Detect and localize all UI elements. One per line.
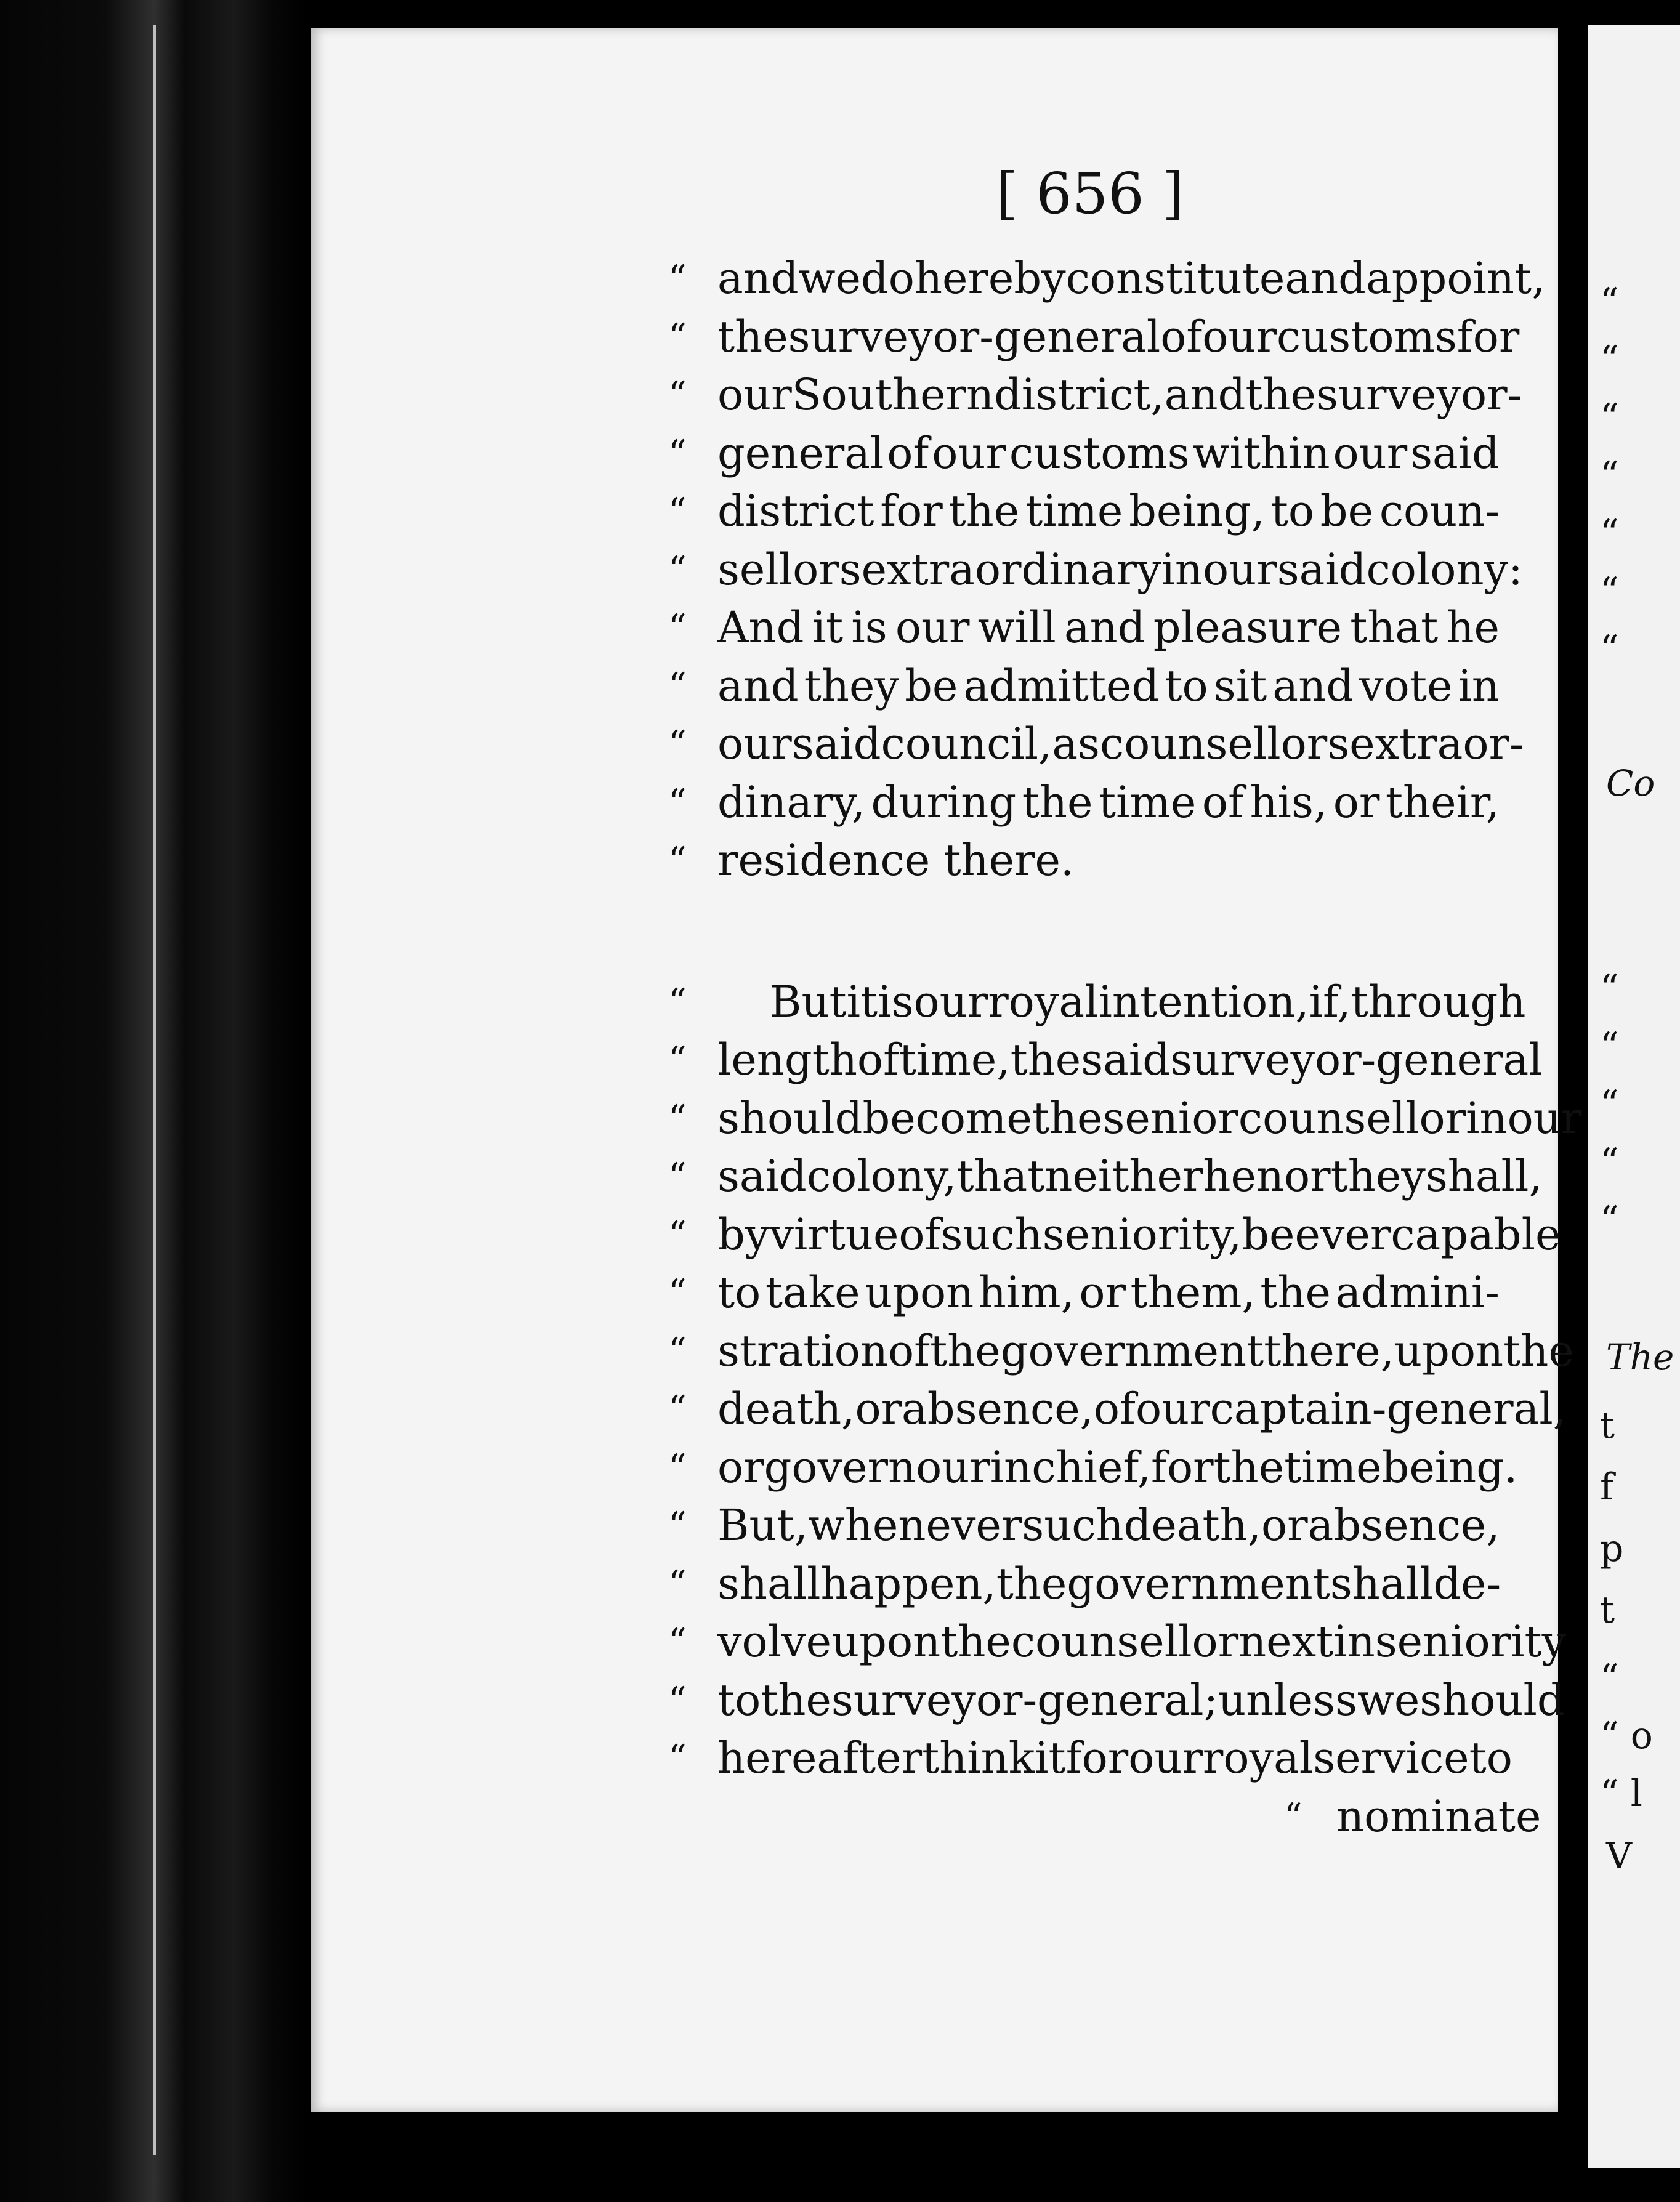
- facing-page-quote: “: [1600, 454, 1619, 497]
- line-text: residence there.: [717, 835, 1075, 885]
- line-text: district for the time being, to be coun-: [717, 486, 1500, 536]
- text-line: [668, 1555, 1500, 1613]
- facing-page-letter: t: [1600, 1404, 1615, 1447]
- line-text: by virtue of such seniority, be ever capable: [717, 1209, 1561, 1260]
- quote-mark: “: [668, 1097, 687, 1139]
- text-line: [668, 541, 1523, 599]
- quote-mark: “: [668, 607, 687, 648]
- facing-page-quote: “: [1600, 1025, 1619, 1068]
- text-line: [668, 1380, 1567, 1438]
- facing-page-letter: p: [1600, 1527, 1624, 1570]
- text-line: [668, 366, 1522, 424]
- quote-mark: “: [668, 1155, 687, 1197]
- quote-mark: “: [668, 1446, 687, 1488]
- line-text: the surveyor-general of our customs for: [717, 311, 1520, 362]
- book-binding-gutter: [0, 0, 308, 2202]
- paragraph-1: [668, 249, 1546, 890]
- quote-mark: “: [668, 490, 687, 532]
- facing-page-fragment: “ o: [1600, 1714, 1653, 1757]
- quote-mark: “: [668, 839, 687, 881]
- text-line: [668, 1264, 1500, 1322]
- gutter-page-edge: [153, 25, 156, 2155]
- facing-page-quote: “: [1600, 512, 1619, 555]
- facing-page-word-co: Co: [1606, 762, 1655, 804]
- quote-mark: “: [668, 548, 687, 591]
- text-line: [668, 1671, 1565, 1730]
- facing-page-quote: “: [1600, 1083, 1619, 1126]
- quote-mark: “: [668, 1039, 687, 1081]
- text-line: [668, 1031, 1543, 1089]
- line-text: death, or absence, of our captain-general,: [717, 1384, 1567, 1434]
- line-text: length of time, the said surveyor-general: [717, 1034, 1543, 1085]
- quote-mark: “: [668, 723, 687, 765]
- line-text: And it is our will and pleasure that he: [717, 602, 1500, 653]
- line-text: said colony, that neither he nor they shall,: [717, 1151, 1543, 1201]
- facing-page-quote: “: [1600, 396, 1619, 439]
- line-text: sellors extraordinary in our said colony:: [717, 544, 1523, 595]
- text-line: [668, 1438, 1518, 1497]
- line-text: But it is our royal intention, if, through: [770, 976, 1526, 1027]
- quote-mark: “: [668, 1679, 687, 1721]
- quote-mark: “: [668, 1621, 687, 1663]
- facing-page-quote: “: [1600, 338, 1619, 381]
- quote-mark: “: [668, 432, 687, 474]
- text-line: [668, 1206, 1561, 1264]
- page-number: [ 656 ]: [996, 161, 1184, 227]
- facing-page-fragment: “ l: [1600, 1772, 1642, 1815]
- facing-page-word-the: The: [1606, 1336, 1674, 1378]
- facing-page-quote: “: [1600, 627, 1619, 671]
- quote-mark: “: [668, 1504, 687, 1546]
- line-text: volve upon the counsellor next in seniority: [717, 1616, 1567, 1667]
- quote-mark: “: [1284, 1795, 1302, 1837]
- text-line: [668, 1729, 1512, 1788]
- text-line: [668, 482, 1500, 541]
- quote-mark: “: [668, 1213, 687, 1256]
- text-line: [668, 831, 1500, 890]
- quote-mark: “: [668, 664, 687, 707]
- quote-mark: “: [668, 980, 687, 1023]
- facing-page-quote: “: [1600, 967, 1619, 1010]
- main-text-block: [668, 249, 1582, 1845]
- text-line: [668, 1496, 1500, 1555]
- quote-mark: “: [668, 257, 687, 299]
- line-text: stration of the government there, upon the: [717, 1325, 1574, 1376]
- quote-mark: “: [668, 1562, 687, 1605]
- text-line: [668, 1613, 1567, 1671]
- line-text: or governour in chief, for the time being.: [717, 1442, 1518, 1493]
- catchword-line: [668, 1788, 1541, 1846]
- line-text: dinary, during the time of his, or their,: [717, 776, 1500, 828]
- facing-page-letter: t: [1600, 1589, 1615, 1632]
- line-text: to the surveyor-general; unless we should: [717, 1674, 1565, 1725]
- quote-mark: “: [668, 1272, 687, 1313]
- line-text: our Southern district, and the surveyor-: [717, 369, 1522, 420]
- facing-page-quote: “: [1600, 570, 1619, 613]
- line-text: hereafter think it for our royal service to: [717, 1733, 1512, 1783]
- line-text: shall happen, the government shall de-: [717, 1558, 1501, 1609]
- text-line: [668, 249, 1546, 308]
- facing-page-word-v: V: [1606, 1835, 1632, 1877]
- text-line: [668, 424, 1500, 483]
- facing-page-edge: [1588, 25, 1680, 2168]
- line-text: and we do hereby constitute and appoint,: [717, 253, 1546, 304]
- line-text: to take upon him, or them, the admini-: [717, 1267, 1500, 1318]
- facing-page-quote: “: [1600, 1198, 1619, 1241]
- quote-mark: “: [668, 1737, 687, 1779]
- line-text: our said council, as counsellors extraor-: [717, 719, 1524, 769]
- facing-page-fragment: “: [1600, 1656, 1619, 1700]
- paragraph-2: [668, 973, 1582, 1788]
- text-line: [668, 308, 1520, 366]
- quote-mark: “: [668, 374, 687, 416]
- text-line: [668, 1147, 1543, 1206]
- facing-page-quote: “: [1600, 1140, 1619, 1184]
- catchword: nominate: [1336, 1791, 1541, 1842]
- quote-mark: “: [668, 781, 687, 823]
- text-line: [668, 1322, 1574, 1381]
- quote-mark: “: [668, 1329, 687, 1372]
- line-text: should become the senior counsellor in our: [717, 1092, 1582, 1143]
- quote-mark: “: [668, 315, 687, 358]
- text-line: [668, 657, 1500, 716]
- facing-page-letter: f: [1600, 1466, 1614, 1509]
- text-line: [668, 973, 1526, 1031]
- text-line: [668, 715, 1524, 773]
- line-text: general of our customs within our said: [717, 427, 1500, 478]
- text-line: [668, 1089, 1582, 1148]
- quote-mark: “: [668, 1388, 687, 1430]
- line-text: But, whenever such death, or absence,: [717, 1500, 1500, 1551]
- facing-page-quote: “: [1600, 280, 1619, 323]
- text-line: [668, 773, 1500, 832]
- text-line: [668, 599, 1500, 657]
- line-text: and they be admitted to sit and vote in: [717, 660, 1500, 711]
